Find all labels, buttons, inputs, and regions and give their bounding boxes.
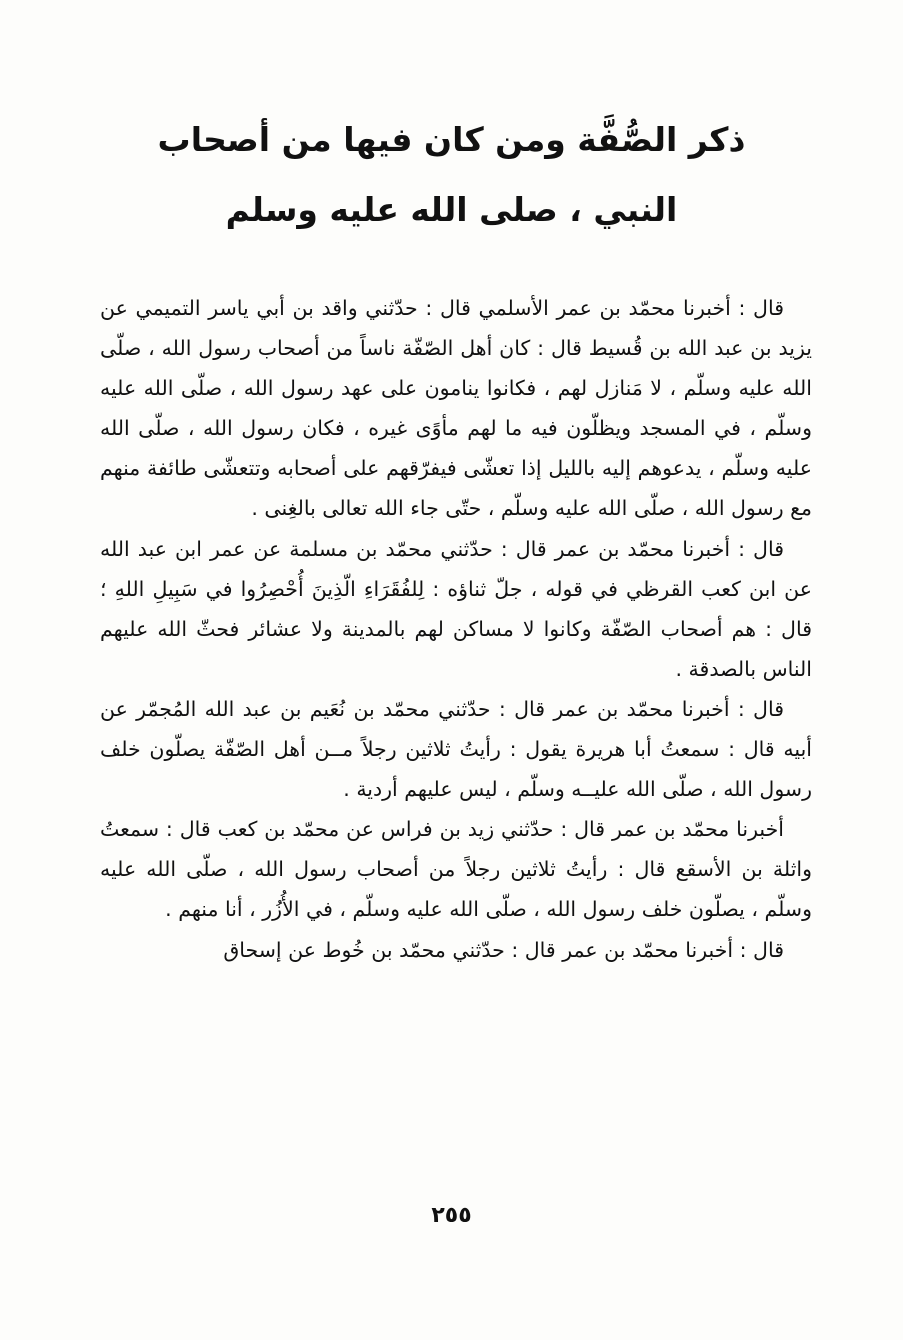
paragraph-1: قال : أخبرنا محمّد بن عمر الأسلمي قال : حدّثني واقد بن أبي ياسر التميمي عن يزيد بن عبد الله بن قُسيط قال : كان أهل الصّفّة ناساً من أصحاب رسول الله ، صلّى الله عليه وسلّم ، لا مَنازل لهم ، فكانوا ينامون على عهد رسول الله ، صلّى الله عليه وسلّم ، في المسجد ويظلّون فيه ما لهم مأوًى غيره ، فكان رسول الله ، صلّى الله عليه وسلّم ، يدعوهم إليه بالليل إذا تعشّى فيفرّقهم على أصحابه وتتعشّى طائفة منهم مع رسول الله ، صلّى الله عليه وسلّم ، حتّى جاء الله تعالى بالغِنى . xyxy=(100,296,812,521)
paragraph-5: قال : أخبرنا محمّد بن عمر قال : حدّثني محمّد بن خُوط عن إسحاق xyxy=(223,937,784,962)
chapter-title-line-2: النبي ، صلى الله عليه وسلم xyxy=(225,190,678,229)
paragraph-4: أخبرنا محمّد بن عمر قال : حدّثني زيد بن فراس عن محمّد بن كعب قال : سمعتُ واثلة بن الأسقع قال : رأيتُ ثلاثين رجلاً من أصحاب رسول الله ، صلّى الله عليه وسلّم ، يصلّون خلف رسول الله ، صلّى الله عليه وسلّم ، في الأُزُر ، أنا منهم . xyxy=(100,817,812,922)
chapter-title xyxy=(100,105,803,245)
page-number: ٢٥٥ xyxy=(431,1203,472,1228)
paragraph-3: قال : أخبرنا محمّد بن عمر قال : حدّثني محمّد بن نُعَيم بن عبد الله المُجمّر عن أبيه قال : سمعتُ أبا هريرة يقول : رأيتُ ثلاثين رجلاً مــن أهل الصّفّة يصلّون خلف رسول الله ، صلّى الله عليــه وسلّم ، ليس عليهم أردية . xyxy=(100,696,812,802)
paragraph-2: قال : أخبرنا محمّد بن عمر قال : حدّثني محمّد بن مسلمة عن عمر ابن عبد الله عن ابن كعب القرظي في قوله ، جلّ ثناؤه : لِلفُقَرَاءِ الّذِينَ أُحْصِرُوا في سَبِيلِ اللهِ ؛ قال : هم أصحاب الصّفّة وكانوا لا مساكن لهم بالمدينة ولا عشائر فحثّ الله عليهم الناس بالصدقة . xyxy=(100,536,812,681)
body-text xyxy=(100,288,812,970)
chapter-title-line-1: ذكر الصُّفَّة ومن كان فيها من أصحاب xyxy=(157,120,746,159)
